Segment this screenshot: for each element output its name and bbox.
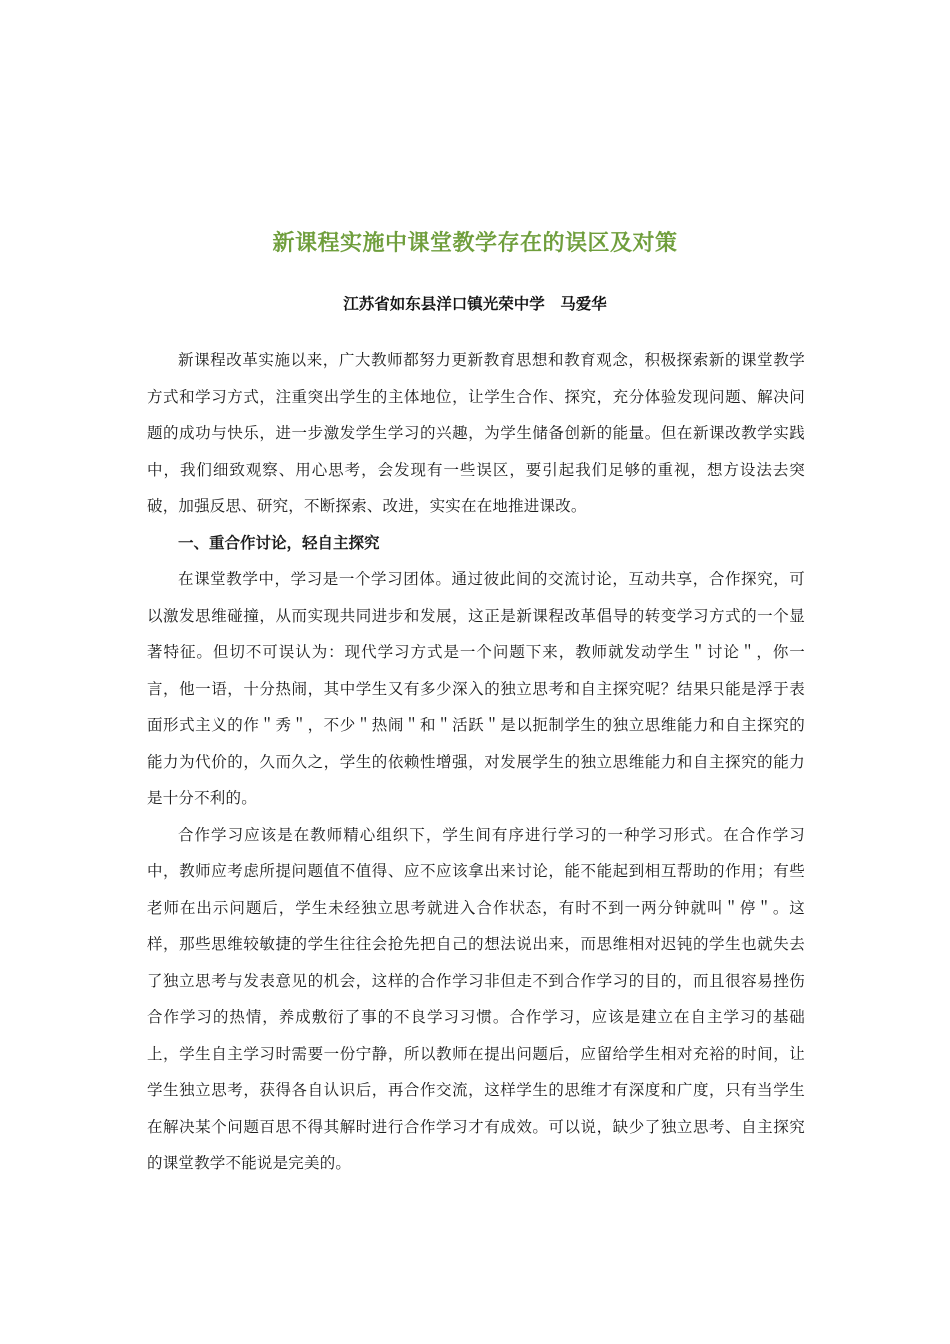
document-title: 新课程实施中课堂教学存在的误区及对策 (272, 230, 678, 256)
body-paragraph: 在课堂教学中，学习是一个学习团体。通过彼此间的交流讨论，互动共享，合作探究，可以激发思维碰撞，从而实现共同进步和发展，这正是新课程改革倡导的转变学习方式的一个显著特征。但切不可误认为：现代学习方式是一个问题下来，教师就发动学生＂讨论＂，你一言，他一语，十分热闹，其中学生又有多少深入的独立思考和自主探究呢？结果只能是浮于表面形式主义的作＂秀＂，不少＂热闹＂和＂活跃＂是以扼制学生的独立思维能力和自主探究的能力为代价的，久而久之，学生的依赖性增强，对发展学生的独立思维能力和自主探究的能力是十分不利的。 (147, 570, 805, 807)
section-heading: 一、重合作讨论，轻自主探究 (178, 532, 380, 552)
intro-paragraph: 新课程改革实施以来，广大教师都努力更新教育思想和教育观念，积极探索新的课堂教学方式和学习方式，注重突出学生的主体地位，让学生合作、探究，充分体验发现问题、解决问题的成功与快乐，进一步激发学生学习的兴趣，为学生储备创新的能量。但在新课改教学实践中，我们细致观察、用心思考，会发现有一些误区，要引起我们足够的重视，想方设法去突破，加强反思、研究，不断探索、改进，实实在在地推进课改。 (147, 351, 805, 515)
document-body (147, 342, 805, 1182)
body-paragraph: 合作学习应该是在教师精心组织下，学生间有序进行学习的一种学习形式。在合作学习中，教师应考虑所提问题值不值得、应不应该拿出来讨论，能不能起到相互帮助的作用；有些老师在出示问题后，学生未经独立思考就进入合作状态，有时不到一两分钟就叫＂停＂。这样，那些思维较敏捷的学生往往会抢先把自己的想法说出来，而思维相对迟钝的学生也就失去了独立思考与发表意见的机会，这样的合作学习非但走不到合作学习的目的，而且很容易挫伤合作学习的热情，养成敷衍了事的不良学习习惯。合作学习，应该是建立在自主学习的基础上，学生自主学习时需要一份宁静，所以教师在提出问题后，应留给学生相对充裕的时间，让学生独立思考，获得各自认识后，再合作交流，这样学生的思维才有深度和广度，只有当学生在解决某个问题百思不得其解时进行合作学习才有成效。可以说，缺少了独立思考、自主探究的课堂教学不能说是完美的。 (147, 825, 805, 1172)
author-line: 江苏省如东县洋口镇光荣中学 马爱华 (343, 294, 607, 313)
